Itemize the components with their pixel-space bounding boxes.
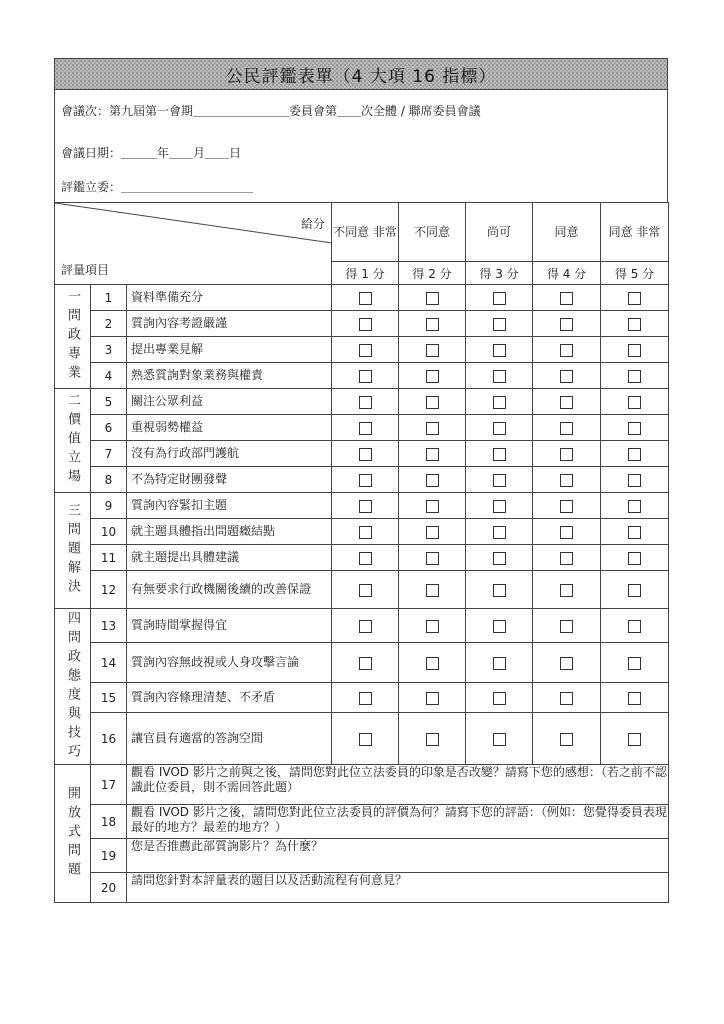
score-cell (533, 713, 601, 765)
score-cell (332, 363, 399, 389)
item-question: 資料準備充分 (127, 285, 332, 311)
score-checkbox[interactable] (493, 474, 506, 487)
rating-table (54, 202, 669, 903)
item-number: 17 (91, 765, 127, 805)
score-cell (466, 609, 533, 643)
score-cell (466, 571, 533, 609)
score-cell (601, 609, 669, 643)
table-row (55, 337, 669, 363)
item-number: 13 (91, 609, 127, 643)
evaluation-form (54, 58, 668, 903)
score-cell (399, 713, 466, 765)
score-checkbox[interactable] (359, 318, 372, 331)
item-number: 1 (91, 285, 127, 311)
score-checkbox[interactable] (628, 692, 641, 705)
score-checkbox[interactable] (560, 422, 573, 435)
item-number: 20 (91, 873, 127, 903)
score-checkbox[interactable] (493, 318, 506, 331)
score-checkbox[interactable] (628, 422, 641, 435)
score-cell (466, 519, 533, 545)
score-checkbox[interactable] (560, 552, 573, 565)
score-4-label: 得 4 分 (533, 262, 601, 285)
score-cell (466, 493, 533, 519)
score-cell (466, 683, 533, 713)
item-number: 15 (91, 683, 127, 713)
score-cell (466, 311, 533, 337)
item-number: 11 (91, 545, 127, 571)
score-checkbox[interactable] (628, 500, 641, 513)
score-cell (533, 545, 601, 571)
score-checkbox[interactable] (426, 474, 439, 487)
score-cell (332, 493, 399, 519)
score-checkbox[interactable] (493, 584, 506, 597)
table-row (55, 415, 669, 441)
score-checkbox[interactable] (560, 620, 573, 633)
item-question: 沒有為行政部門護航 (127, 441, 332, 467)
score-checkbox[interactable] (628, 448, 641, 461)
score-checkbox[interactable] (359, 733, 372, 746)
score-checkbox[interactable] (628, 657, 641, 670)
score-cell (332, 337, 399, 363)
item-question: 提出專業見解 (127, 337, 332, 363)
score-checkbox[interactable] (628, 344, 641, 357)
score-cell (533, 441, 601, 467)
score-cell (533, 363, 601, 389)
score-checkbox[interactable] (426, 292, 439, 305)
open-question-text[interactable]: 觀看 IVOD 影片之後，請問您對此位立法委員的評價為何？請寫下您的評語：（例如：您覺得委員表現最好的地方？最差的地方？） (127, 805, 669, 839)
score-checkbox[interactable] (426, 552, 439, 565)
score-checkbox[interactable] (426, 396, 439, 409)
item-number: 7 (91, 441, 127, 467)
score-cell (399, 493, 466, 519)
score-cell (601, 713, 669, 765)
item-number: 12 (91, 571, 127, 609)
score-checkbox[interactable] (560, 474, 573, 487)
score-cell (399, 545, 466, 571)
score-cell (399, 643, 466, 683)
score-checkbox[interactable] (560, 370, 573, 383)
category-label: 四問政態度與技巧 (55, 609, 91, 765)
option-agree: 同意 (533, 203, 601, 262)
score-cell (332, 545, 399, 571)
category-label: 一問政專業 (55, 285, 91, 389)
category-label: 二價值立場 (55, 389, 91, 493)
score-cell (466, 713, 533, 765)
score-cell (399, 571, 466, 609)
score-checkbox[interactable] (426, 344, 439, 357)
score-checkbox[interactable] (493, 733, 506, 746)
score-cell (601, 683, 669, 713)
item-number: 3 (91, 337, 127, 363)
item-number: 8 (91, 467, 127, 493)
score-5-label: 得 5 分 (601, 262, 669, 285)
score-checkbox[interactable] (359, 370, 372, 383)
score-checkbox[interactable] (493, 448, 506, 461)
score-checkbox[interactable] (560, 292, 573, 305)
score-cell (332, 643, 399, 683)
score-checkbox[interactable] (426, 370, 439, 383)
score-checkbox[interactable] (493, 657, 506, 670)
score-checkbox[interactable] (359, 292, 372, 305)
score-checkbox[interactable] (628, 474, 641, 487)
option-strongly-agree: 同意 非常 (601, 203, 669, 262)
score-cell (601, 519, 669, 545)
score-checkbox[interactable] (493, 620, 506, 633)
item-question: 質詢內容考證嚴謹 (127, 311, 332, 337)
table-row (55, 683, 669, 713)
score-checkbox[interactable] (426, 584, 439, 597)
score-cell (601, 643, 669, 683)
open-questions-label: 開放式問題 (55, 765, 91, 903)
score-cell (533, 389, 601, 415)
score-checkbox[interactable] (359, 396, 372, 409)
score-checkbox[interactable] (359, 344, 372, 357)
score-cell (332, 285, 399, 311)
score-1-label: 得 1 分 (332, 262, 399, 285)
score-cell (332, 441, 399, 467)
score-cell (332, 519, 399, 545)
score-checkbox[interactable] (628, 552, 641, 565)
score-cell (533, 415, 601, 441)
score-checkbox[interactable] (359, 448, 372, 461)
item-number: 18 (91, 805, 127, 839)
score-cell (399, 519, 466, 545)
score-cell (466, 389, 533, 415)
score-cell (601, 363, 669, 389)
score-checkbox[interactable] (359, 552, 372, 565)
score-cell (399, 467, 466, 493)
score-cell (533, 643, 601, 683)
item-number: 9 (91, 493, 127, 519)
score-cell (466, 441, 533, 467)
score-cell (332, 609, 399, 643)
open-question-row (55, 873, 669, 903)
score-cell (601, 493, 669, 519)
item-question: 質詢內容緊扣主題 (127, 493, 332, 519)
score-checkbox[interactable] (628, 526, 641, 539)
score-checkbox[interactable] (359, 422, 372, 435)
score-checkbox[interactable] (560, 318, 573, 331)
item-question: 有無要求行政機關後續的改善保證 (127, 571, 332, 609)
item-question: 熟悉質詢對象業務與權責 (127, 363, 332, 389)
item-question: 質詢內容無歧視或人身攻擊言論 (127, 643, 332, 683)
score-checkbox[interactable] (560, 344, 573, 357)
score-checkbox[interactable] (359, 474, 372, 487)
score-cell (533, 519, 601, 545)
score-checkbox[interactable] (359, 620, 372, 633)
meeting-session-line[interactable]: 會議次：第九屆第一會期＿＿＿＿＿＿＿＿委員會第＿＿次全體 / 聯席委員會議 (61, 104, 481, 118)
table-row (55, 609, 669, 643)
open-question-row (55, 805, 669, 839)
item-question: 不為特定財團發聲 (127, 467, 332, 493)
score-checkbox[interactable] (560, 584, 573, 597)
score-checkbox[interactable] (560, 448, 573, 461)
option-neutral: 尚可 (466, 203, 533, 262)
open-question-row (55, 765, 669, 805)
table-row (55, 519, 669, 545)
score-cell (332, 389, 399, 415)
score-checkbox[interactable] (426, 733, 439, 746)
evaluation-item-label: 評量項目 (61, 263, 110, 277)
score-cell (601, 389, 669, 415)
score-checkbox[interactable] (359, 500, 372, 513)
item-question: 質詢時間掌握得宜 (127, 609, 332, 643)
item-question: 就主題具體指出問題癥結點 (127, 519, 332, 545)
score-checkbox[interactable] (493, 422, 506, 435)
form-title: 公民評鑑表單（4 大項 16 指標） (225, 66, 497, 87)
score-cell (601, 337, 669, 363)
score-cell (533, 683, 601, 713)
score-checkbox[interactable] (560, 657, 573, 670)
score-cell (332, 713, 399, 765)
score-cell (466, 337, 533, 363)
score-cell (601, 415, 669, 441)
score-cell (466, 467, 533, 493)
score-checkbox[interactable] (628, 318, 641, 331)
meeting-date-line[interactable]: 會議日期：＿＿＿年＿＿月＿＿日 (61, 146, 242, 160)
item-number: 10 (91, 519, 127, 545)
score-cell (466, 415, 533, 441)
score-checkbox[interactable] (628, 733, 641, 746)
score-cell (399, 683, 466, 713)
score-checkbox[interactable] (493, 370, 506, 383)
item-question: 關注公眾利益 (127, 389, 332, 415)
score-checkbox[interactable] (426, 692, 439, 705)
table-row (55, 713, 669, 765)
item-number: 5 (91, 389, 127, 415)
table-row (55, 493, 669, 519)
score-cell (399, 311, 466, 337)
score-checkbox[interactable] (426, 620, 439, 633)
table-row (55, 441, 669, 467)
score-checkbox[interactable] (493, 292, 506, 305)
table-row (55, 571, 669, 609)
score-checkbox[interactable] (359, 526, 372, 539)
score-checkbox[interactable] (560, 733, 573, 746)
score-checkbox[interactable] (493, 552, 506, 565)
open-question-text[interactable]: 觀看 IVOD 影片之前與之後，請問您對此位立法委員的印象是否改變？請寫下您的感想：（若之前不認識此位委員，則不需回答此題） (127, 765, 669, 805)
given-score-label: 給分 (301, 217, 326, 231)
score-cell (601, 285, 669, 311)
score-cell (533, 311, 601, 337)
score-cell (466, 545, 533, 571)
open-question-text[interactable]: 請問您針對本評量表的題目以及活動流程有何意見？ (127, 873, 669, 903)
score-checkbox[interactable] (493, 344, 506, 357)
score-checkbox[interactable] (628, 396, 641, 409)
option-disagree: 不同意 (399, 203, 466, 262)
score-cell (399, 609, 466, 643)
table-header-corner (55, 203, 332, 285)
category-label: 三問題解決 (55, 493, 91, 609)
score-checkbox[interactable] (560, 692, 573, 705)
score-cell (466, 363, 533, 389)
score-checkbox[interactable] (628, 584, 641, 597)
score-cell (533, 467, 601, 493)
table-row (55, 311, 669, 337)
item-number: 2 (91, 311, 127, 337)
item-number: 19 (91, 839, 127, 873)
score-cell (601, 467, 669, 493)
score-cell (399, 363, 466, 389)
score-checkbox[interactable] (628, 370, 641, 383)
score-cell (533, 337, 601, 363)
score-checkbox[interactable] (426, 318, 439, 331)
item-question: 重視弱勢權益 (127, 415, 332, 441)
open-question-text[interactable]: 您是否推薦此部質詢影片？為什麼？ (127, 839, 669, 873)
score-checkbox[interactable] (493, 692, 506, 705)
score-checkbox[interactable] (628, 620, 641, 633)
score-cell (399, 285, 466, 311)
score-checkbox[interactable] (493, 526, 506, 539)
score-checkbox[interactable] (426, 500, 439, 513)
score-2-label: 得 2 分 (399, 262, 466, 285)
score-checkbox[interactable] (493, 396, 506, 409)
score-checkbox[interactable] (359, 584, 372, 597)
item-number: 4 (91, 363, 127, 389)
score-cell (533, 571, 601, 609)
score-cell (601, 441, 669, 467)
item-number: 6 (91, 415, 127, 441)
score-checkbox[interactable] (426, 657, 439, 670)
score-checkbox[interactable] (560, 526, 573, 539)
score-cell (332, 683, 399, 713)
score-cell (601, 311, 669, 337)
form-title-bar (54, 58, 668, 90)
score-checkbox[interactable] (426, 448, 439, 461)
option-strongly-disagree: 不同意 非常 (332, 203, 399, 262)
meeting-info (54, 90, 668, 202)
item-question: 質詢內容條理清楚、不矛盾 (127, 683, 332, 713)
item-number: 14 (91, 643, 127, 683)
score-cell (533, 609, 601, 643)
score-checkbox[interactable] (359, 692, 372, 705)
score-checkbox[interactable] (560, 396, 573, 409)
table-row (55, 467, 669, 493)
score-cell (332, 467, 399, 493)
score-checkbox[interactable] (426, 422, 439, 435)
legislator-line[interactable]: 評鑑立委：＿＿＿＿＿＿＿＿＿＿＿ (61, 180, 254, 194)
table-row (55, 363, 669, 389)
score-checkbox[interactable] (628, 292, 641, 305)
item-question: 讓官員有適當的答詢空間 (127, 713, 332, 765)
open-question-row (55, 839, 669, 873)
score-cell (399, 389, 466, 415)
score-checkbox[interactable] (493, 500, 506, 513)
item-question: 就主題提出具體建議 (127, 545, 332, 571)
score-checkbox[interactable] (560, 500, 573, 513)
table-row (55, 643, 669, 683)
score-cell (332, 415, 399, 441)
score-cell (533, 285, 601, 311)
score-cell (533, 493, 601, 519)
score-cell (399, 415, 466, 441)
score-cell (332, 311, 399, 337)
score-cell (601, 545, 669, 571)
score-cell (601, 571, 669, 609)
table-row (55, 545, 669, 571)
score-cell (399, 441, 466, 467)
table-row (55, 389, 669, 415)
score-cell (466, 643, 533, 683)
score-checkbox[interactable] (426, 526, 439, 539)
score-cell (466, 285, 533, 311)
item-number: 16 (91, 713, 127, 765)
score-3-label: 得 3 分 (466, 262, 533, 285)
score-checkbox[interactable] (359, 657, 372, 670)
score-cell (399, 337, 466, 363)
score-cell (332, 571, 399, 609)
